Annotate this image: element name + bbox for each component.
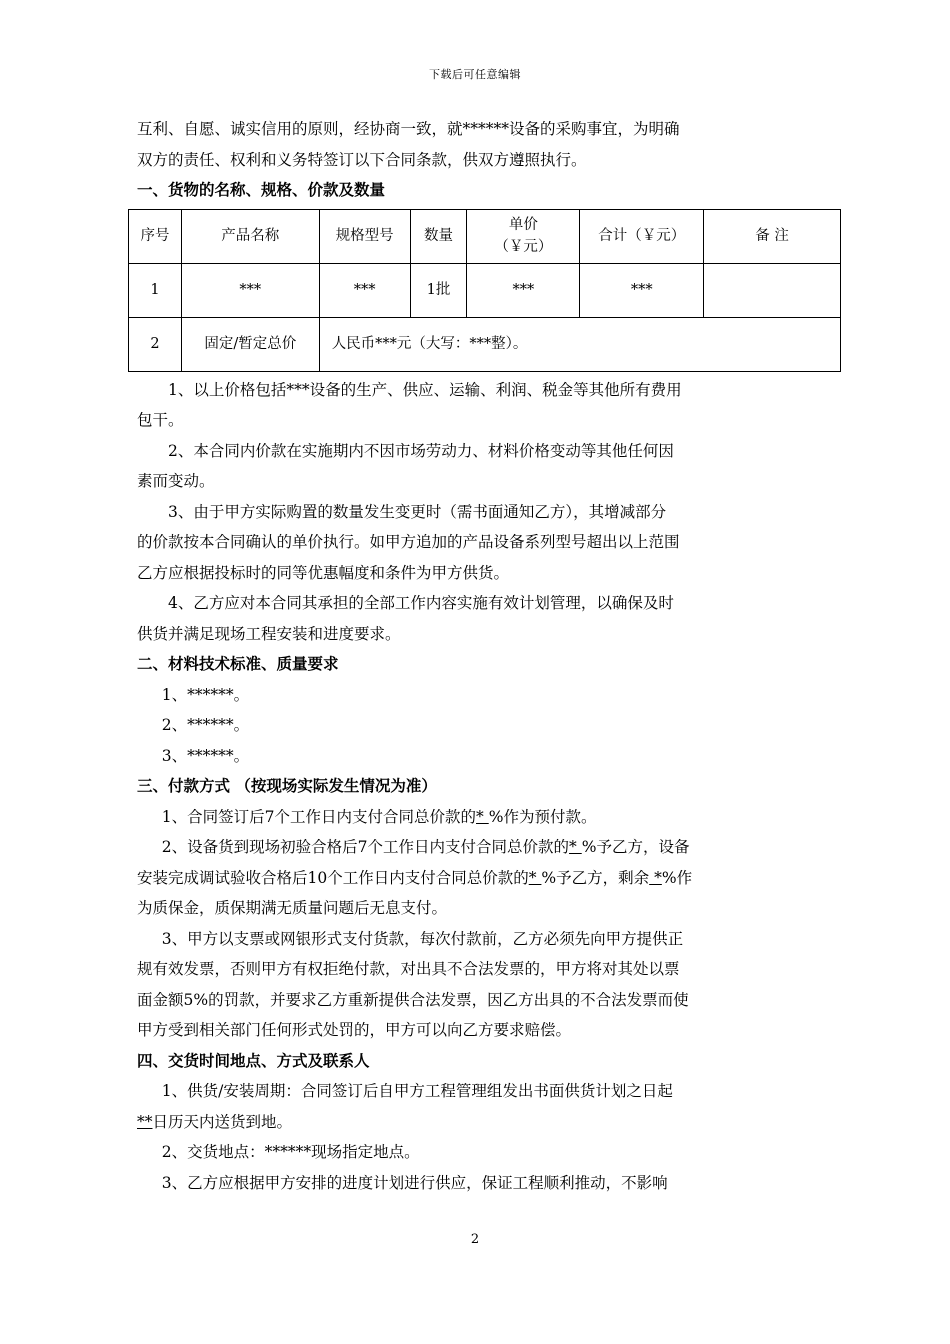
s3-p2-text: 安装完成调试验收合格后10个工作日内支付合同总价款的	[137, 868, 529, 887]
s3-p1-text: 1、合同签订后7个工作日内支付合同总价款的	[161, 807, 477, 826]
table-header-row	[129, 209, 841, 263]
s1-p3-line2: 的价款按本合同确认的单价执行。如甲方追加的产品设备系列型号超出以上范围	[137, 533, 680, 551]
header-unit-price-currency: （￥元）	[494, 239, 553, 255]
s2-item-3: 3、******。	[161, 746, 250, 765]
blank-percent: *	[649, 868, 662, 887]
table-row	[129, 263, 841, 317]
s3-p3-line4: 甲方受到相关部门任何形式处罚的，甲方可以向乙方要求赔偿。	[137, 1021, 572, 1039]
header-cell: 备 注	[704, 209, 841, 263]
table-cell: ***	[319, 263, 410, 317]
s3-p2-text-end: %予乙方，设备	[581, 838, 690, 856]
header-cell	[467, 209, 580, 263]
s3-p2-text-mid: %予乙方，剩余	[541, 868, 650, 887]
intro-line-1: 互利、自愿、诚实信用的原则，经协商一致，就******设备的采购事宜，为明确	[137, 120, 680, 138]
s1-p1-line2: 包干。	[137, 411, 184, 429]
s3-p2-line2	[137, 863, 814, 894]
header-cell: 序号	[129, 209, 182, 263]
s2-item-1: 1、******。	[161, 685, 250, 704]
header-cell: 规格型号	[319, 209, 410, 263]
table-row	[129, 317, 841, 371]
s3-p2-text-end: %作	[661, 868, 693, 887]
table-cell: ***	[181, 263, 319, 317]
s1-p2-line2: 素而变动。	[137, 472, 215, 490]
s4-p1-text: 日历天内送货到地。	[152, 1112, 293, 1131]
table-cell	[704, 263, 841, 317]
header-note: 下载后可任意编辑	[429, 68, 521, 81]
header-cell: 合计（￥元）	[580, 209, 704, 263]
blank-percent: *	[476, 807, 489, 826]
s3-p1-text-end: %作为预付款。	[488, 807, 597, 826]
blank-percent: *	[569, 838, 582, 856]
s1-p2-line1: 2、本合同内价款在实施期内不因市场劳动力、材料价格变动等其他任何因	[168, 441, 674, 460]
s1-p4-line2: 供货并满足现场工程安装和进度要求。	[137, 624, 401, 643]
s1-p1-line1: 1、以上价格包括***设备的生产、供应、运输、利润、税金等其他所有费用	[168, 380, 682, 399]
section4-title: 四、交货时间地点、方式及联系人	[137, 1050, 370, 1070]
header-cell: 数量	[410, 209, 467, 263]
s4-p3: 3、乙方应根据甲方安排的进度计划进行供应，保证工程顺利推动，不影响	[161, 1173, 668, 1192]
s3-p2-text: 2、设备货到现场初验合格后7个工作日内支付合同总价款的	[161, 838, 570, 856]
section2-title: 二、材料技术标准、质量要求	[137, 654, 339, 673]
s4-p1-line2	[137, 1107, 814, 1138]
table-cell-total: 人民币***元（大写：***整）。	[319, 317, 840, 371]
s3-p3-line1: 3、甲方以支票或网银形式支付货款，每次付款前，乙方必须先向甲方提供正	[161, 929, 684, 948]
table-cell: 1	[129, 263, 182, 317]
intro-line-2: 双方的责任、权利和义务特签订以下合同条款，供双方遵照执行。	[137, 150, 587, 169]
goods-table	[128, 209, 841, 372]
table-cell: ***	[467, 263, 580, 317]
s3-p3-line3: 面金额5%的罚款，并要求乙方重新提供合法发票，因乙方出具的不合法发票而使	[137, 990, 689, 1009]
s3-p2-line1	[137, 832, 814, 863]
s1-p4-line1: 4、乙方应对本合同其承担的全部工作内容实施有效计划管理，以确保及时	[168, 594, 674, 612]
table-cell: 2	[129, 317, 182, 371]
s3-p2-line3: 为质保金，质保期满无质量问题后无息支付。	[137, 899, 448, 917]
blank-percent: *	[528, 868, 542, 887]
table-cell: ***	[580, 263, 704, 317]
table-cell: 固定/暂定总价	[181, 317, 319, 371]
section3-title: 三、付款方式 （按现场实际发生情况为准）	[137, 776, 437, 795]
s4-p1-line1: 1、供货/安装周期：合同签订后自甲方工程管理组发出书面供货计划之日起	[161, 1082, 673, 1100]
s3-p1	[137, 802, 814, 833]
header-cell: 产品名称	[181, 209, 319, 263]
section1-title: 一、货物的名称、规格、价款及数量	[137, 180, 386, 199]
header-unit-price: 单价	[508, 217, 538, 233]
s3-p3-line2: 规有效发票，否则甲方有权拒绝付款，对出具不合法发票的，甲方将对其处以票	[137, 960, 680, 978]
s1-p3-line1: 3、由于甲方实际购置的数量发生变更时（需书面通知乙方），其增减部分	[168, 502, 667, 521]
s1-p3-line3: 乙方应根据投标时的同等优惠幅度和条件为甲方供货。	[137, 563, 510, 582]
table-cell: 1批	[410, 263, 467, 317]
s4-p2: 2、交货地点：******现场指定地点。	[161, 1143, 420, 1161]
blank-days: **	[137, 1112, 153, 1131]
document-body	[137, 114, 814, 1198]
s2-item-2: 2、******。	[161, 716, 250, 734]
page-number: 2	[470, 1232, 480, 1247]
